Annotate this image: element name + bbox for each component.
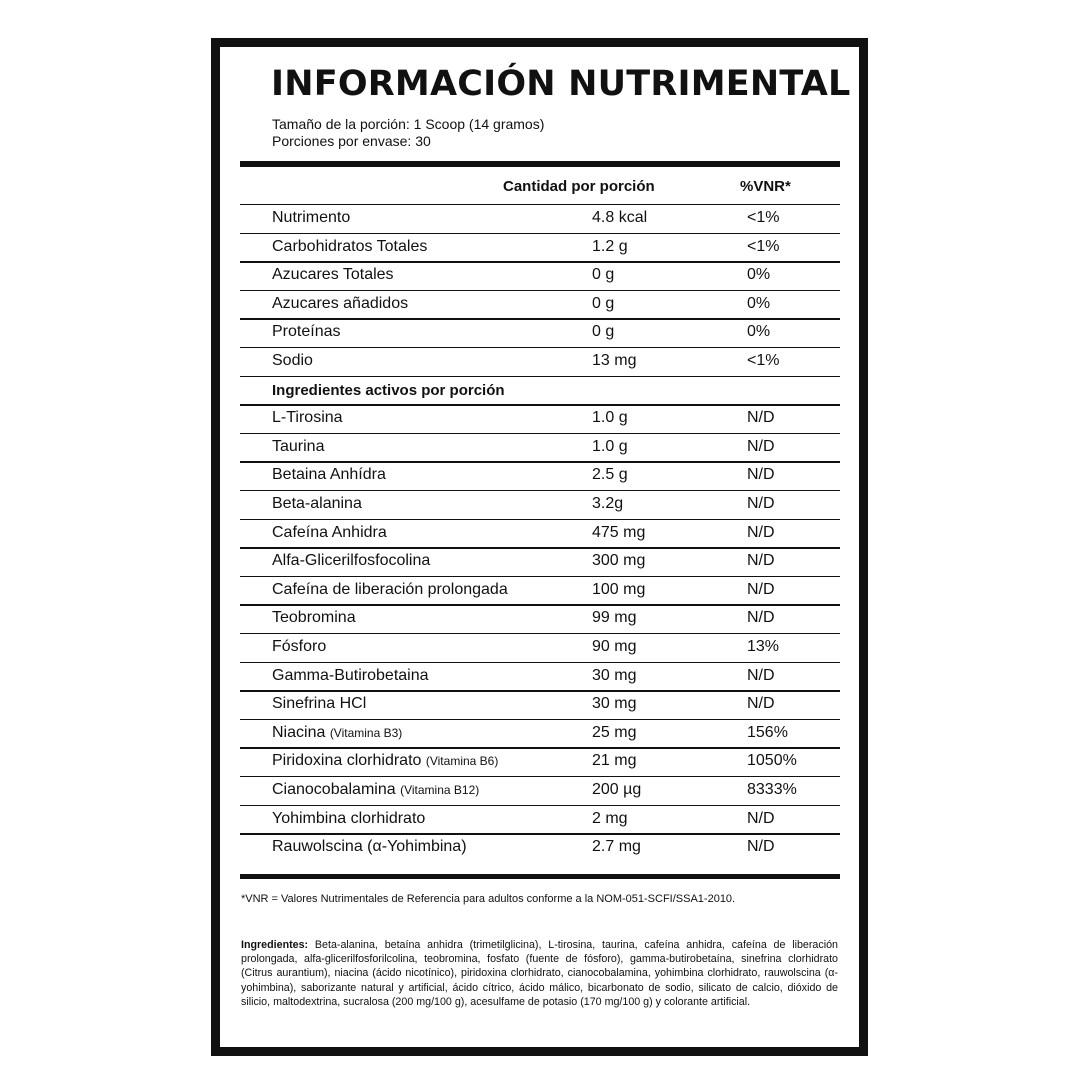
ingredient-amount: 90 mg (592, 638, 637, 655)
vnr-footnote: *VNR = Valores Nutrimentales de Referencia para adultos conforme a la NOM-051-SCFI/SSA1-2010. (241, 893, 736, 905)
column-header-vnr: %VNR* (740, 178, 791, 195)
ingredient-vnr: N/D (747, 809, 775, 827)
ingredient-row-name (272, 751, 498, 771)
ingredient-amount: 300 mg (592, 552, 646, 570)
vitamin-note: (Vitamina B6) (425, 754, 499, 769)
ingredients-label: Ingredientes: (241, 939, 309, 951)
ingredient-amount: 30 mg (592, 666, 637, 684)
ingredient-name: Teobromina (272, 609, 356, 627)
ingredient-row-name (272, 637, 326, 657)
nutrient-name: Nutrimento (272, 209, 351, 226)
ingredient-amount: 2.5 g (592, 466, 628, 484)
ingredient-name: Cianocobalamina (272, 781, 396, 798)
row-divider (240, 805, 840, 807)
ingredient-row-name (272, 465, 386, 485)
ingredient-name: Niacina (272, 723, 326, 741)
nutrient-amount: 1.2 g (592, 237, 628, 255)
serving-size: Tamaño de la porción: 1 Scoop (14 gramos) (272, 116, 545, 132)
nutrient-name: Azucares Totales (272, 266, 394, 284)
ingredient-amount: 2 mg (592, 809, 628, 827)
row-divider (240, 662, 840, 664)
ingredient-vnr: N/D (747, 580, 775, 598)
ingredient-vnr: N/D (747, 466, 775, 484)
column-header-amount: Cantidad por porción (503, 178, 655, 195)
ingredient-vnr: N/D (747, 409, 775, 427)
ingredient-row-name (272, 408, 343, 428)
ingredient-name: Beta-alanina (272, 495, 362, 512)
row-divider (240, 547, 840, 549)
ingredient-vnr: N/D (747, 838, 775, 856)
ingredient-row-name (272, 723, 402, 743)
ingredient-vnr: N/D (747, 495, 775, 512)
ingredient-vnr: 156% (747, 723, 788, 741)
row-divider (240, 633, 840, 635)
nutrient-name: Proteínas (272, 323, 341, 341)
ingredient-amount: 100 mg (592, 580, 646, 598)
nutrient-name: Carbohidratos Totales (272, 237, 428, 255)
nutrient-vnr: <1% (747, 237, 780, 255)
ingredient-name: Alfa-Glicerilfosfocolina (272, 552, 431, 570)
ingredient-vnr: N/D (747, 552, 775, 570)
ingredient-name: Betaina Anhídra (272, 466, 386, 484)
ingredient-row-name (272, 494, 362, 514)
ingredient-row-name (272, 694, 366, 714)
ingredient-name: Cafeína de liberación prolongada (272, 580, 508, 598)
ingredient-name: Yohimbina clorhidrato (272, 809, 426, 827)
ingredient-amount: 1.0 g (592, 437, 628, 455)
ingredient-name: Piridoxina clorhidrato (272, 752, 422, 770)
row-divider (240, 604, 840, 606)
ingredient-amount: 1.0 g (592, 409, 628, 427)
row-divider (240, 404, 840, 406)
ingredient-row-name (272, 580, 508, 600)
row-divider (240, 204, 840, 206)
nutrient-vnr: 0% (747, 266, 771, 284)
nutrient-amount: 0 g (592, 266, 615, 284)
ingredient-row-name (272, 608, 356, 628)
row-divider (240, 576, 840, 578)
ingredient-name: Rauwolscina (α-Yohimbina) (272, 838, 467, 856)
nutrient-amount: 4.8 kcal (592, 209, 648, 226)
nutrient-name: Sodio (272, 352, 313, 369)
row-divider (240, 776, 840, 778)
nutrient-vnr: <1% (747, 209, 780, 226)
row-divider (240, 261, 840, 263)
ingredient-vnr: N/D (747, 437, 775, 455)
vitamin-note: (Vitamina B3) (329, 725, 403, 740)
ingredient-name: Fósforo (272, 638, 327, 655)
ingredient-name: Taurina (272, 437, 325, 455)
label-title: INFORMACIÓN NUTRIMENTAL (271, 64, 851, 104)
ingredient-row-name (272, 780, 479, 800)
ingredient-amount: 99 mg (592, 609, 637, 627)
row-divider (240, 433, 840, 435)
row-divider (240, 833, 840, 835)
row-divider (240, 690, 840, 692)
row-divider (240, 461, 840, 463)
row-divider (240, 719, 840, 721)
ingredient-amount: 3.2g (592, 495, 624, 512)
ingredient-row-name (272, 551, 430, 571)
ingredient-name: L-Tirosina (272, 409, 343, 427)
row-divider (240, 290, 840, 292)
ingredient-amount: 200 µg (592, 781, 642, 798)
ingredient-amount: 2.7 mg (592, 838, 641, 856)
active-ingredients-heading: Ingredientes activos por porción (272, 381, 505, 399)
ingredient-row-name (272, 523, 387, 543)
nutrient-amount: 0 g (592, 294, 615, 312)
ingredient-row-name (272, 837, 467, 857)
nutrient-vnr: 0% (747, 323, 771, 341)
nutrient-amount: 13 mg (592, 352, 637, 369)
ingredient-amount: 25 mg (592, 723, 637, 741)
ingredient-vnr: N/D (747, 609, 775, 627)
row-divider (240, 490, 840, 492)
ingredient-vnr: N/D (747, 695, 775, 713)
nutrient-name: Azucares añadidos (272, 294, 409, 312)
row-divider (240, 233, 840, 235)
nutrient-vnr: 0% (747, 294, 771, 312)
table-end-divider (240, 874, 840, 879)
ingredient-vnr: N/D (747, 666, 775, 684)
row-divider (240, 347, 840, 349)
ingredient-amount: 21 mg (592, 752, 637, 770)
ingredient-amount: 30 mg (592, 695, 637, 713)
ingredient-row-name (272, 666, 429, 686)
ingredient-amount: 475 mg (592, 523, 646, 541)
ingredient-vnr: 1050% (747, 752, 797, 770)
ingredient-vnr: 8333% (747, 781, 797, 798)
nutrient-vnr: <1% (747, 352, 780, 369)
ingredient-name: Gamma-Butirobetaina (272, 666, 429, 684)
servings-per-container: Porciones por envase: 30 (272, 133, 431, 149)
ingredient-name: Cafeína Anhidra (272, 523, 387, 541)
row-divider (240, 519, 840, 521)
ingredient-row-name (272, 437, 324, 457)
row-divider (240, 318, 840, 320)
row-divider (240, 747, 840, 749)
ingredient-vnr: 13% (747, 638, 780, 655)
ingredient-vnr: N/D (747, 523, 775, 541)
row-divider (240, 376, 840, 378)
ingredient-name: Sinefrina HCl (272, 695, 367, 713)
ingredient-row-name (272, 809, 425, 829)
ingredients-text: Beta-alanina, betaína anhidra (trimetilglicina), L-tirosina, taurina, cafeína anhidra, cafeína de liberación prolongada, alfa-glicerilfosforilcolina, teobromina, fosfato (fuente de fósforo), gamma-butirobetaína, sinefrina clorhidrato (Citrus aurantium), niacina (ácido nicotínico), piridoxina clorhidrato, cianocobalamina, yohimbina clorhidrato, rauwolscina (α-yohimbina), saborizante natural y artificial, ácido cítrico, ácido málico, bicarbonato de sodio, silicato de calcio, dióxido de silicio, maltodextrina, sucralosa (200 mg/100 g), acesulfame de potasio (170 mg/100 g) y colorante artificial. (241, 939, 838, 1008)
nutrient-amount: 0 g (592, 323, 615, 341)
vitamin-note: (Vitamina B12) (400, 783, 480, 797)
header-divider (240, 161, 840, 167)
ingredients-list (241, 938, 838, 1009)
